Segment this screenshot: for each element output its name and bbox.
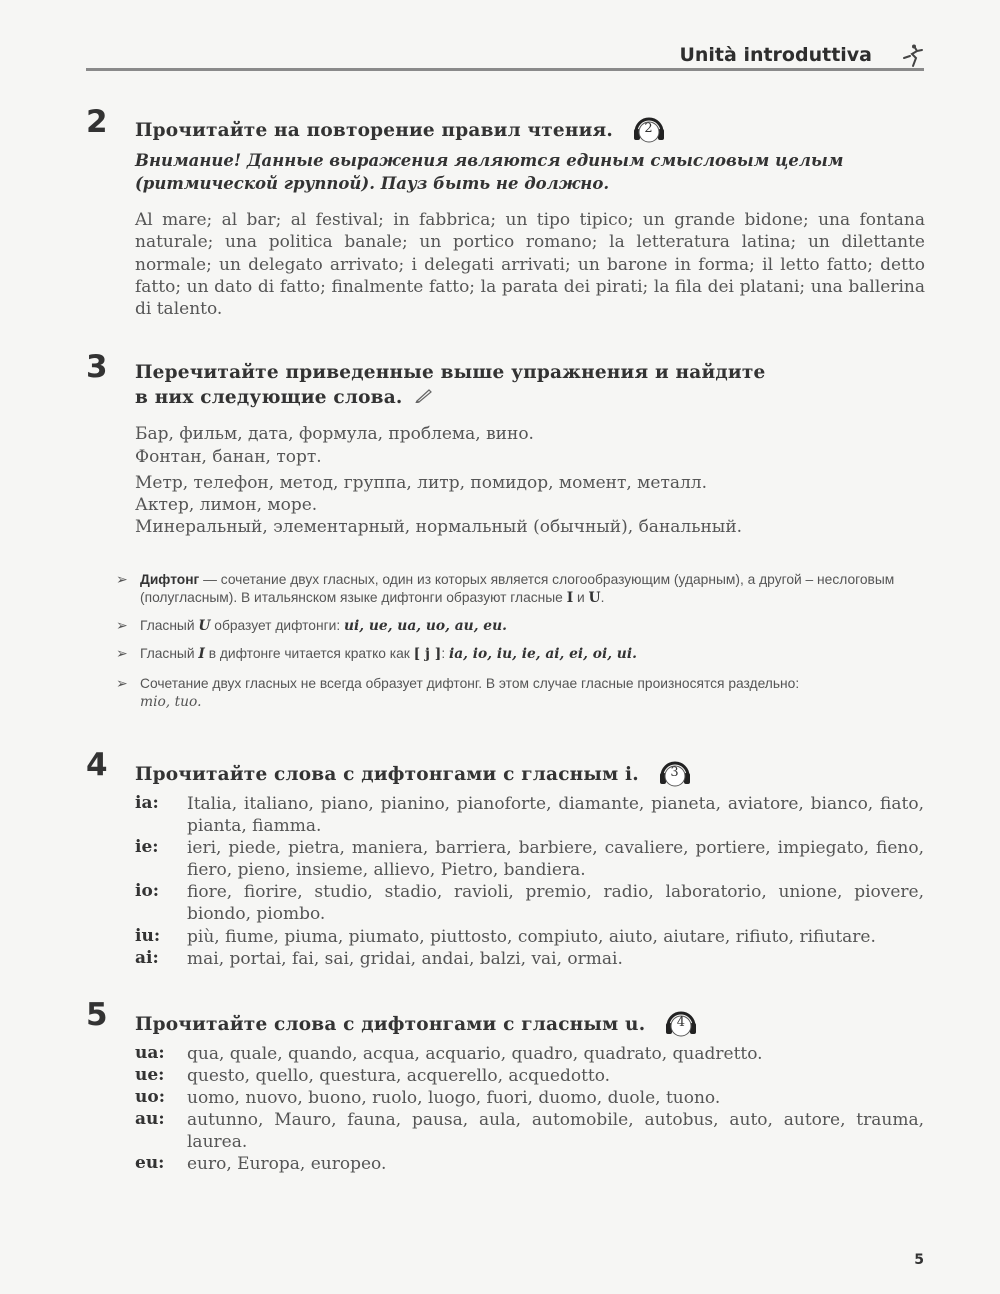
diphthong-words: uomo, nuovo, buono, ruolo, luogo, fuori, duomo, duole, tuono. xyxy=(187,1088,721,1108)
diphthong-label: au: xyxy=(135,1109,165,1129)
exercise-3-number: 3 xyxy=(86,349,108,385)
arrow-bullet-icon: ➢ xyxy=(116,646,128,661)
audio-track-3-icon[interactable] xyxy=(658,756,692,790)
header-rule xyxy=(86,68,924,71)
rule-bullet-hiatus xyxy=(116,675,916,713)
arrow-bullet-icon: ➢ xyxy=(116,618,128,633)
page-number: 5 xyxy=(914,1252,924,1268)
diphthong-words: ieri, piede, pietra, maniera, barriera, barbiere, cavaliere, portiere, impiegato, fieno, fiero, pieno, insieme, allievo, Pietro, bandiera. xyxy=(187,838,924,880)
exercise-4-title xyxy=(135,758,692,792)
rule-bullet-diphthong xyxy=(116,571,916,609)
rule-bullet-i xyxy=(116,645,916,665)
audio-track-2-number: 2 xyxy=(644,121,653,136)
diphthong-label: ue: xyxy=(135,1065,165,1085)
running-header-title: Unità introduttiva xyxy=(679,44,872,66)
exercise-2-body: Al mare; al bar; al festival; in fabbrica; un tipo tipico; un grande bidone; una fontana naturale; una politica banale; un portico romano; la letteratura latina; un dilettante normale; un delegato arrivato; i delegati arrivati; un barone in forma; il letto fatto; detto fatto; un dato di fatto; finalmente fatto; la parata dei pirati; la fila dei platani; una ballerina di talento. xyxy=(135,210,925,320)
exercise-3-line-2: Фонтан, банан, торт. xyxy=(135,447,322,467)
exercise-3-line-1: Бар, фильм, дата, формула, проблема, вино. xyxy=(135,424,534,444)
rule-bullet-u xyxy=(116,617,916,637)
diphthong-words: fiore, fiorire, studio, stadio, ravioli, premio, radio, laboratorio, unione, piovere, biondo, piombo. xyxy=(187,882,924,924)
diphthong-words: qua, quale, quando, acqua, acquario, quadro, quadrato, quadretto. xyxy=(187,1044,763,1064)
exercise-4-number: 4 xyxy=(86,747,108,783)
exercise-3-title-line1: Перечитайте приведенные выше упражнения и найдите xyxy=(135,362,766,383)
diphthong-words: più, fiume, piuma, piumato, piuttosto, compiuto, aiuto, aiutare, rifiuto, rifiutare. xyxy=(187,927,876,947)
diphthong-words: mai, portai, fai, sai, gridai, andai, balzi, vai, ormai. xyxy=(187,949,623,969)
exercise-4-title-text: Прочитайте слова с дифтонгами с гласным i. xyxy=(135,764,639,785)
diphthong-label: io: xyxy=(135,881,160,901)
diphthong-words: euro, Europa, europeo. xyxy=(187,1154,387,1174)
pencil-icon xyxy=(415,385,433,410)
diphthong-label: ia: xyxy=(135,793,159,813)
exercise-5-title-text: Прочитайте слова с дифтонгами с гласным u. xyxy=(135,1014,646,1035)
diphthong-label: ai: xyxy=(135,948,159,968)
exercise-2-note xyxy=(135,149,925,195)
diphthong-label: eu: xyxy=(135,1153,165,1173)
rule-bullet-text: Сочетание двух гласных не всегда образует дифтонг. В этом случае гласные произносятся раздельно: mio, tuo. xyxy=(140,676,800,710)
audio-track-4-number: 4 xyxy=(676,1015,686,1030)
exercise-3-line-5: Минеральный, элементарный, нормальный (обычный), банальный. xyxy=(135,517,743,537)
diphthong-words: questo, quello, questura, acquerello, acquedotto. xyxy=(187,1066,611,1086)
exercise-3-line-3: Метр, телефон, метод, группа, литр, помидор, момент, металл. xyxy=(135,473,708,493)
arrow-bullet-icon: ➢ xyxy=(116,676,128,691)
rule-bullet-text: Гласный I в дифтонге читается кратко как [ j ]: ia, io, iu, ie, ai, ei, oi, ui. xyxy=(140,646,637,662)
exercise-3-title xyxy=(135,360,765,410)
rule-bullet-text: Дифтонг — сочетание двух гласных, один из которых является слогообразующим (ударным), а другой – неслоговым (полугласным). В итальянском языке дифтонги образуют гласные I и U. xyxy=(140,572,895,606)
exercise-5-title xyxy=(135,1008,698,1042)
exercise-2-title xyxy=(135,114,666,148)
diphthong-words: autunno, Mauro, fauna, pausa, aula, automobile, autobus, auto, autore, trauma, laurea. xyxy=(187,1110,924,1152)
exercise-3-title-line2: в них следующие слова. xyxy=(135,387,403,408)
exercise-2-note-line1: Внимание! Данные выражения являются единым смысловым целым xyxy=(135,151,844,170)
diphthong-label: ua: xyxy=(135,1043,165,1063)
arrow-bullet-icon: ➢ xyxy=(116,572,128,587)
exercise-2-number: 2 xyxy=(86,104,108,140)
exercise-5-number: 5 xyxy=(86,997,108,1033)
audio-track-2-icon[interactable] xyxy=(632,112,666,146)
exercise-2-note-line2: (ритмической группой). Пауз быть не должно. xyxy=(135,174,610,193)
exercise-3-line-4: Актер, лимон, море. xyxy=(135,495,318,515)
audio-track-3-number: 3 xyxy=(670,765,679,780)
exercise-2-title-text: Прочитайте на повторение правил чтения. xyxy=(135,120,614,141)
rule-bullet-text: Гласный U образует дифтонги: ui, ue, ua, uo, au, eu. xyxy=(140,618,507,634)
diphthong-label: ie: xyxy=(135,837,159,857)
audio-track-4-icon[interactable] xyxy=(664,1006,698,1040)
diphthong-label: uo: xyxy=(135,1087,165,1107)
diphthong-label: iu: xyxy=(135,926,161,946)
diphthong-words: Italia, italiano, piano, pianino, pianoforte, diamante, pianeta, aviatore, bianco, fiato, pianta, fiamma. xyxy=(187,794,924,836)
